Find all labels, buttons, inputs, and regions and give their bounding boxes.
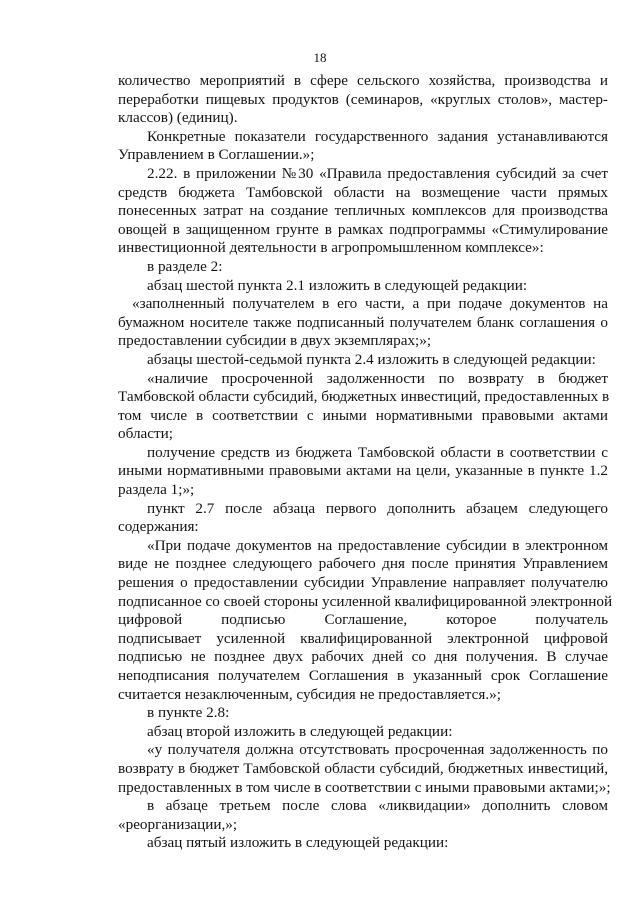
text-line: виде не позднее следующего рабочего дня после принятия Управлением [118, 555, 608, 573]
text-line: «у получателя должна отсутствовать просроченная задолженность по [147, 741, 608, 759]
text-line: Тамбовской области субсидий, бюджетных инвестиций, предоставленных в [118, 388, 610, 406]
text-line: предоставлении субсидии в двух экземплярах;»; [118, 332, 432, 350]
text-line: области; [118, 425, 173, 443]
text-line: «наличие просроченной задолженности по возврату в бюджет [147, 369, 608, 387]
text-line: понесенных затрат на создание тепличных комплексов для производства [118, 202, 608, 220]
text-line: в абзаце третьем после слова «ликвидации» дополнить словом [147, 797, 608, 815]
text-line: средств бюджета Тамбовской области на возмещение части прямых [118, 183, 608, 201]
text-line: «заполненный получателем в его части, а при подаче документов на [132, 295, 608, 313]
text-line: содержания: [118, 518, 199, 536]
text-line: возврату в бюджет Тамбовской области субсидий, бюджетных инвестиций, [118, 759, 608, 777]
text-line: получение средств из бюджета Тамбовской области в соответствии с [147, 443, 608, 461]
text-line: цифровой подписью Соглашение, которое получатель [118, 611, 608, 629]
text-line: абзац второй изложить в следующей редакции: [147, 722, 453, 740]
document-body [118, 72, 613, 853]
text-line: бумажном носителе также подписанный получателем бланк соглашения о [118, 313, 608, 331]
text-line: абзацы шестой-седьмой пункта 2.4 изложить в следующей редакции: [147, 350, 596, 368]
text-line: абзац пятый изложить в следующей редакции: [147, 834, 449, 852]
text-line: Управлением в Соглашении.»; [118, 146, 315, 164]
text-line: «При подаче документов на предоставление субсидии в электронном [147, 536, 608, 554]
text-line: иными нормативными правовыми актами на цели, указанные в пункте 1.2 [118, 462, 608, 480]
text-line: считается незаключенным, субсидия не предоставляется.»; [118, 685, 501, 703]
text-line: в разделе 2: [147, 257, 223, 275]
text-line: 2.22. в приложении №30 «Правила предоставления субсидий за счет [147, 164, 608, 182]
text-line: абзац шестой пункта 2.1 изложить в следующей редакции: [147, 276, 528, 294]
text-line: инвестиционной деятельности в агропромышленном комплексе»: [118, 239, 544, 257]
text-line: раздела 1;»; [118, 481, 195, 499]
text-line: в пункте 2.8: [147, 704, 230, 722]
text-line: неподписания получателем Соглашения в указанный срок Соглашение [118, 667, 608, 684]
text-line: подписывает усиленной квалифицированной электронной цифровой [118, 629, 608, 647]
text-line: решения о предоставлении субсидии Управление направляет получателю [118, 574, 608, 592]
page-number: 18 [313, 50, 327, 65]
text-line: том числе в соответствии с иными нормативными правовыми актами [118, 406, 608, 424]
text-line: переработки пищевых продуктов (семинаров, «круглых столов», мастер- [118, 90, 608, 108]
text-line: пункт 2.7 после абзаца первого дополнить абзацем следующего [147, 499, 608, 517]
text-line: Конкретные показатели государственного задания устанавливаются [147, 127, 608, 145]
text-line: предоставленных в том числе в соответствии с иными правовыми актами;»; [118, 778, 611, 796]
text-line: «реорганизации,»; [118, 815, 238, 833]
text-line: овощей в защищенном грунте в рамках подпрограммы «Стимулирование [118, 220, 608, 238]
text-line: количество мероприятий в сфере сельского хозяйства, производства и [118, 72, 608, 89]
text-line: подписью не позднее двух рабочих дней со дня получения. В случае [118, 648, 608, 666]
text-line: подписанное со своей стороны усиленной квалифицированной электронной [118, 592, 613, 610]
text-line: классов) (единиц). [118, 109, 238, 127]
